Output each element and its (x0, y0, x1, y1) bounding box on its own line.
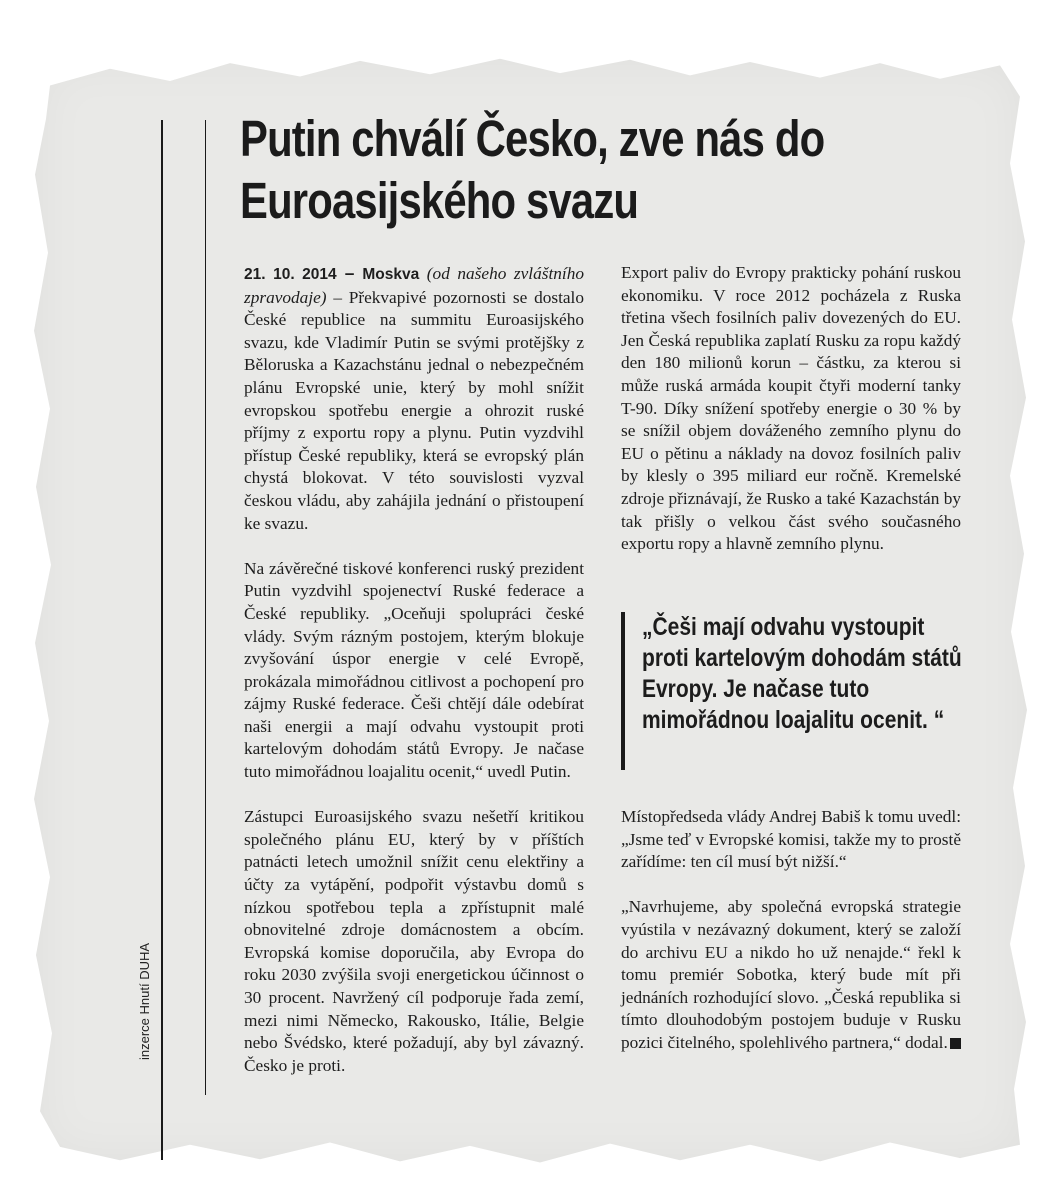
pull-quote (621, 612, 966, 770)
dateline-date: 21. 10. 2014 (244, 266, 337, 283)
paragraph-sobotka (621, 896, 961, 1054)
headline: Putin chválí Česko, zve nás do Euroasijského svazu (240, 110, 825, 229)
paragraph-press-conference: Na závěrečné tiskové konferenci ruský prezident Putin vyzdvihl spojenectví Ruské federace a České republiky. „Oceňuji spolupráci české vlády. Svým rázným postojem, kterým blokuje zvyšování úspor energie v celé Evropě, prokázala mimořádnou citlivost a pochopení pro zájmy Ruské federace. Češi chtějí dále odebírat naši energii a mají odvahu vystoupit proti kartelovým dohodám států Evropy. Je načase tuto mimořádnou loajalitu ocenit,“ uvedl Putin. (244, 558, 584, 782)
dateline-note: (od našeho zvláštního zpravodaje) (244, 264, 584, 307)
dateline-separator: – (336, 263, 363, 283)
vertical-rule-outer (161, 120, 163, 1160)
dateline-place: Moskva (362, 266, 420, 283)
paragraph-babis: Místopředseda vlády Andrej Babiš k tomu uvedl: „Jsme teď v Evropské komisi, takže my to prostě zařídíme: ten cíl musí být nižší.“ (621, 807, 961, 872)
lead-paragraph (244, 262, 584, 535)
sobotka-text: „Navrhujeme, aby společná evropská strategie vyústila v nezávazný dokument, který se založí do archivu EU a nikdo ho už nenajde.“ řekl k tomu premiér Sobotka, který bude mít při jednáních rozhodující slovo. „Česká republika si tímto dlouhodobým postojem buduje v Rusku pozici čitelného, spolehlivého partnera,“ dodal. (621, 897, 961, 1052)
right-column-bottom (621, 806, 961, 1055)
ad-credit: inzerce Hnutí DUHA (137, 942, 152, 1060)
end-mark-icon (950, 1038, 961, 1049)
pull-quote-text: „Češi mají odvahu vystoupit proti kartelovým dohodám států Evropy. Je načase tuto mimořádnou loajalitu ocenit. “ (642, 613, 962, 734)
vertical-rule-inner (205, 120, 206, 1095)
right-column-top (621, 262, 961, 556)
left-column (244, 262, 584, 1077)
lead-text: – Překvapivé pozornosti se dostalo České republice na summitu Euroasijského svazu, kde Vladimír Putin se svými protějšky z Běloruska a Kazachstánu jednal o nebezpečném plánu Evropské unie, který by mohl snížit evropskou spotřebu energie a ohrozit ruské příjmy z exportu ropy a plynu. Putin vyzdvihl přístup České republiky, která se evropský plán chystá blokovat. V této souvislosti vyzval českou vládu, aby zahájila jednání o přistoupení ke svazu. (244, 287, 584, 533)
paragraph-fuel-export: Export paliv do Evropy prakticky pohání ruskou ekonomiku. V roce 2012 pocházela z Ruska třetina všech fosilních paliv dovezených do EU. Jen Česká republika zaplatí Rusku za ropu každý den 180 milionů korun – částku, za kterou si může ruská armáda koupit čtyři moderní tanky T-90. Díky snížení spotřeby energie o 30 % by se snížil objem dováženého zemního plynu do EU o pětinu a náklady na dovoz fosilních paliv by klesly o 395 miliard eur ročně. Kremelské zdroje přiznávají, že Rusko a také Kazachstán by tak přišly o velkou část svého současného exportu ropy a hlavně zemního plynu. (621, 263, 961, 554)
paragraph-eu-plan: Zástupci Euroasijského svazu nešetří kritikou společného plánu EU, který by v příštích patnácti letech umožnil snížit cenu elektřiny a účty za vytápění, podpořit výstavbu domů s nízkou spotřebou tepla a zpřístupnit malé obnovitelné zdroje domácnostem a obcím. Evropská komise doporučila, aby Evropa do roku 2030 zvýšila svoji energetickou účinnost o 30 procent. Navržený cíl podporuje řada zemí, mezi nimi Německo, Rakousko, Itálie, Belgie nebo Švédsko, které požadují, aby byl závazný. Česko je proti. (244, 807, 584, 1075)
